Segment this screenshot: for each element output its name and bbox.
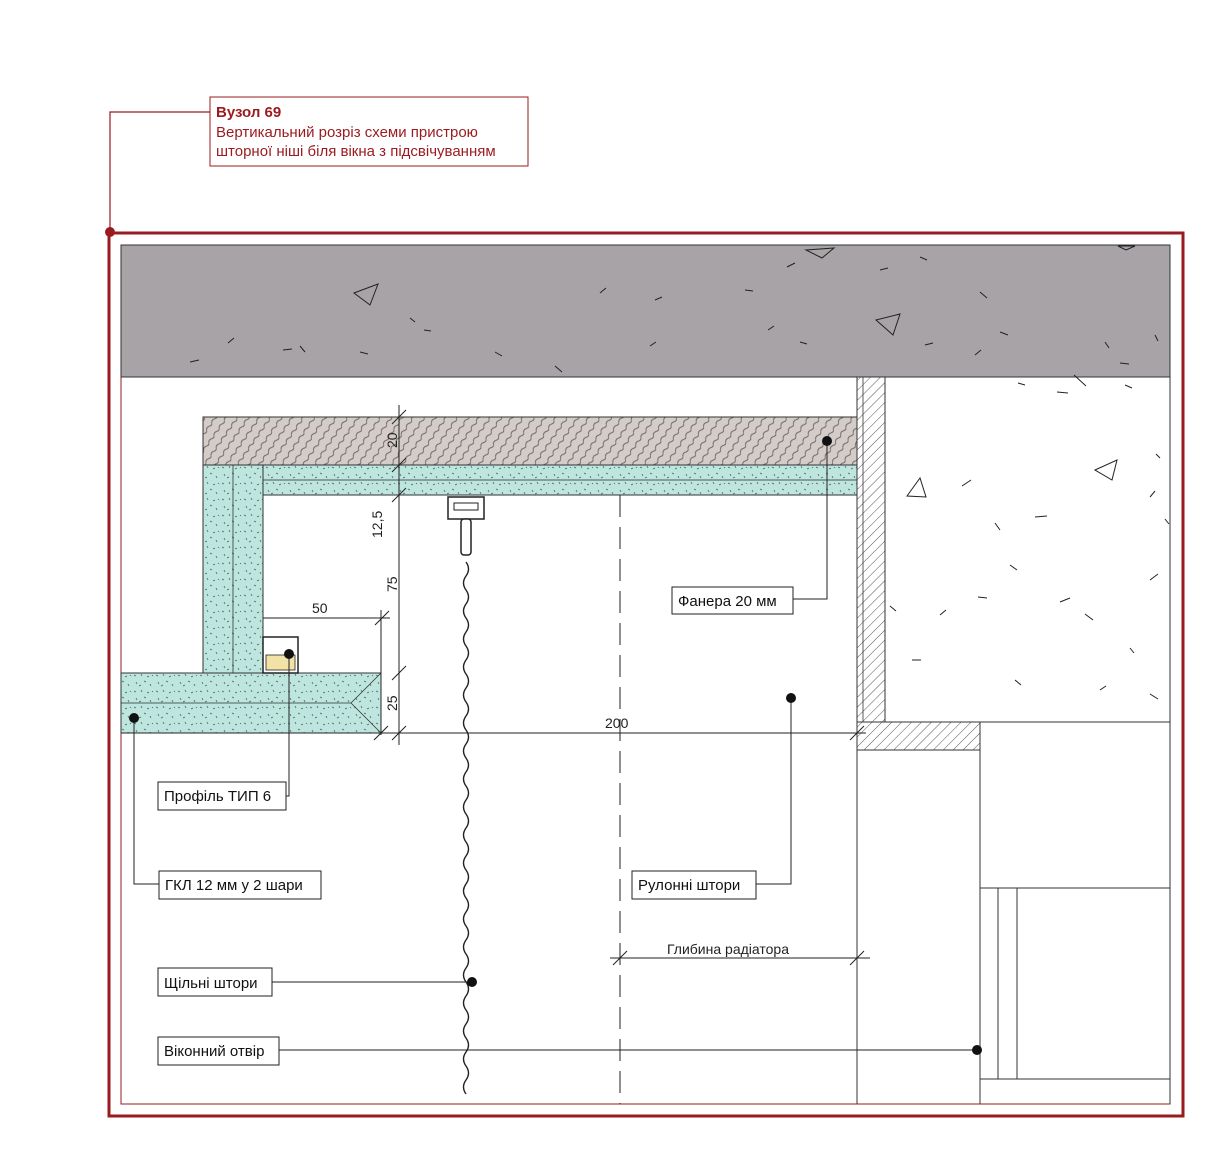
curtain-rail: [448, 497, 484, 555]
label-gkl: ГКЛ 12 мм у 2 шари: [165, 877, 303, 894]
title-leader-dot: [105, 227, 115, 237]
window-jamb-vertical: [857, 377, 885, 722]
window-sill-top: [857, 722, 980, 750]
label-plywood: Фанера 20 мм: [678, 593, 777, 610]
label-roller: Рулонні штори: [638, 877, 741, 894]
label-window: Віконний отвір: [164, 1043, 265, 1060]
label-profile: Профіль ТИП 6: [164, 788, 272, 805]
title-line-1: Вертикальний розріз схеми пристрою: [216, 124, 478, 141]
dim-bottom: 25: [384, 695, 400, 711]
dim-depth: 200: [605, 715, 629, 731]
dim-offset: 50: [312, 600, 328, 616]
dim-drop: 75: [384, 576, 400, 592]
plywood-layer: [203, 417, 857, 465]
concrete-wall: [885, 377, 1170, 722]
title-heading: Вузол 69: [216, 104, 282, 121]
dim-gkl: 12,5: [369, 510, 385, 538]
label-curtains: Щільні штори: [164, 975, 258, 992]
title-leader: [110, 112, 210, 232]
title-line-2: шторної ніші біля вікна з підсвічуванням: [216, 143, 496, 160]
heavy-curtain: [464, 562, 469, 1094]
dim-plywood: 20: [384, 432, 400, 448]
concrete-ceiling: [121, 245, 1170, 377]
dim-radiator: Глибина радіатора: [667, 941, 789, 957]
